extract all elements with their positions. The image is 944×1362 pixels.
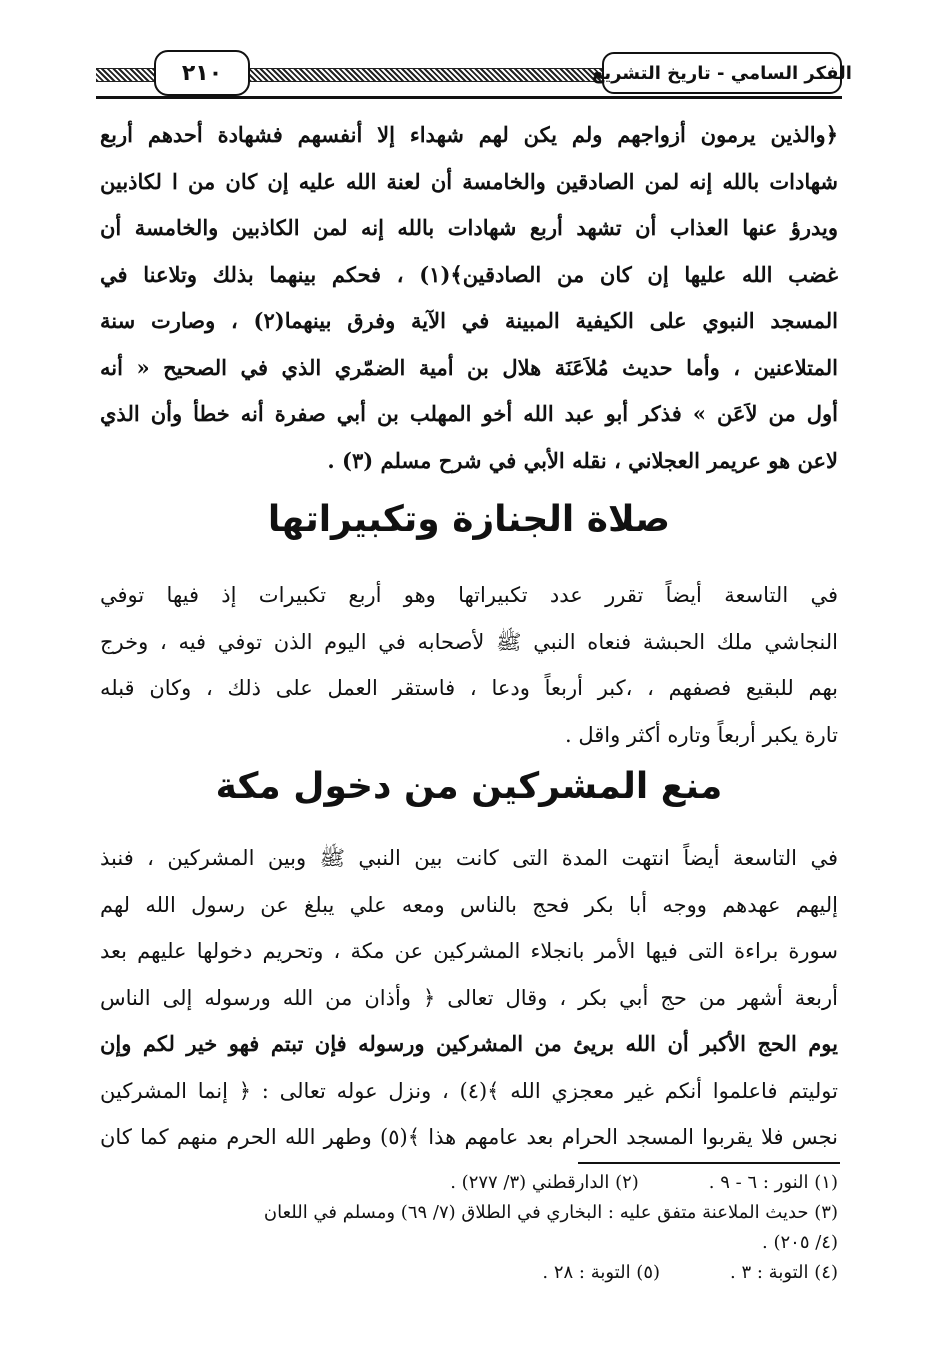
book-title: الفكر السامي - تاريخ التشريع	[602, 52, 842, 94]
section-heading-mecca: منع المشركين من دخول مكة	[215, 766, 723, 807]
text-line: المسجد النبوي على الكيفية المبينة في الآية وفرق بينهما(٢) ، وصارت سنة	[100, 308, 839, 333]
footnotes	[100, 1168, 838, 1288]
text-line: شهادات بالله إنه لمن الصادقين والخامسة أن لعنة الله عليه إن كان من ا لكاذبين	[100, 168, 838, 194]
intro-paragraph	[100, 112, 838, 484]
text-line: ويدرؤ عنها العذاب أن تشهد أربع شهادات بالله إنه لمن الكاذبين والخامسة أن	[100, 215, 838, 240]
text-line: يوم الحج الأكبر أن الله بريئ من المشركين ورسوله فإن تبتم فهو خير لكم وإن	[100, 1031, 838, 1056]
text-line: في التاسعة أيضاً انتهت المدة التى كانت بين النبي ﷺ وبين المشركين ، فنبذ	[100, 846, 838, 870]
page-header	[96, 50, 852, 98]
text-line: النجاشي ملك الحبشة فنعاه النبي ﷺ لأصحابه في اليوم الذن توفي فيه ، وخرج	[100, 629, 838, 654]
text-line: في التاسعة أيضاً تقرر عدد تكبيراتها وهو أربع تكبيرات إذ فيها توفي	[100, 583, 839, 607]
text-line: بهم للبقيع فصفهم ، ،كبر أربعاً ودعا ، فاستقر العمل على ذلك ، وكان قبله	[100, 676, 839, 700]
footnote-3: (٣) حديث الملاعنة متفق عليه : البخاري في الطلاق (٧/ ٦٩) ومسلم في اللعان	[263, 1202, 838, 1223]
text-line: ﴿والذين يرمون أزواجهم ولم يكن لهم شهداء إلا أنفسهم فشهادة أحدهم أربع	[100, 122, 838, 147]
footnote-2: (٢) الدارقطني (٣/ ٢٧٧) .	[450, 1172, 639, 1193]
text-line: المتلاعنين ، وأما حديث مُلاَعَنَة هلال بن أمية الضمّري الذي في الصحيح « أنه	[100, 354, 838, 380]
funeral-paragraph	[100, 572, 838, 758]
text-line: سورة براءة التى فيها الأمر بانجلاء المشركين عن مكة ، وتحريم دخولها عليهم بعد	[100, 939, 838, 963]
text-line: أول من لاَعَن » فذكر أبو عبد الله أخو المهلب بن أبي صفرة أنه خطأ وأن الذي	[100, 401, 838, 426]
text-line: غضب الله عليها إن كان من الصادقين﴾(١) ، فحكم بينهما بذلك وتلاعنا في	[100, 261, 838, 287]
section-heading-funeral: صلاة الجنازة وتكبيراتها	[267, 499, 671, 540]
header-rule	[96, 96, 842, 99]
text-line: لاعن هو عريمر العجلاني ، نقله الأبي في شرح مسلم (٣) .	[327, 447, 838, 473]
footnote-rule	[578, 1162, 840, 1164]
text-line: توليتم فاعلموا أنكم غير معجزي الله ﴾(٤) ، ونزل عوله تعالى : ﴿ إنما المشركين	[100, 1078, 838, 1103]
footnote-4: (٤) التوبة : ٣ .	[730, 1262, 838, 1283]
footnote-1: (١) النور : ٦ - ٩ .	[708, 1172, 838, 1193]
text-line: نجس فلا يقربوا المسجد الحرام بعد عامهم هذا ﴾(٥) وطهر الله الحرم منهم كما كان	[100, 1125, 838, 1149]
text-line: تارة يكبر أربعاً وتاره أكثر واقل .	[564, 722, 838, 747]
footnote-row	[100, 1168, 838, 1198]
text-line: إليهم عهدهم ووجه أبا بكر فحج بالناس ومعه علي يبلغ عن رسول الله لهم	[100, 892, 838, 917]
mecca-paragraph	[100, 835, 838, 1161]
footnote-row	[100, 1258, 838, 1288]
page-number: ٢١٠	[154, 50, 250, 96]
footnote-3-continuation: (٤/ ٢٠٥) .	[762, 1232, 838, 1253]
text-line: أربعة أشهر من حج أبي بكر ، وقال تعالى ﴿ وأذان من الله ورسوله إلى الناس	[100, 985, 838, 1010]
footnote-5: (٥) التوبة : ٢٨ .	[542, 1262, 661, 1283]
